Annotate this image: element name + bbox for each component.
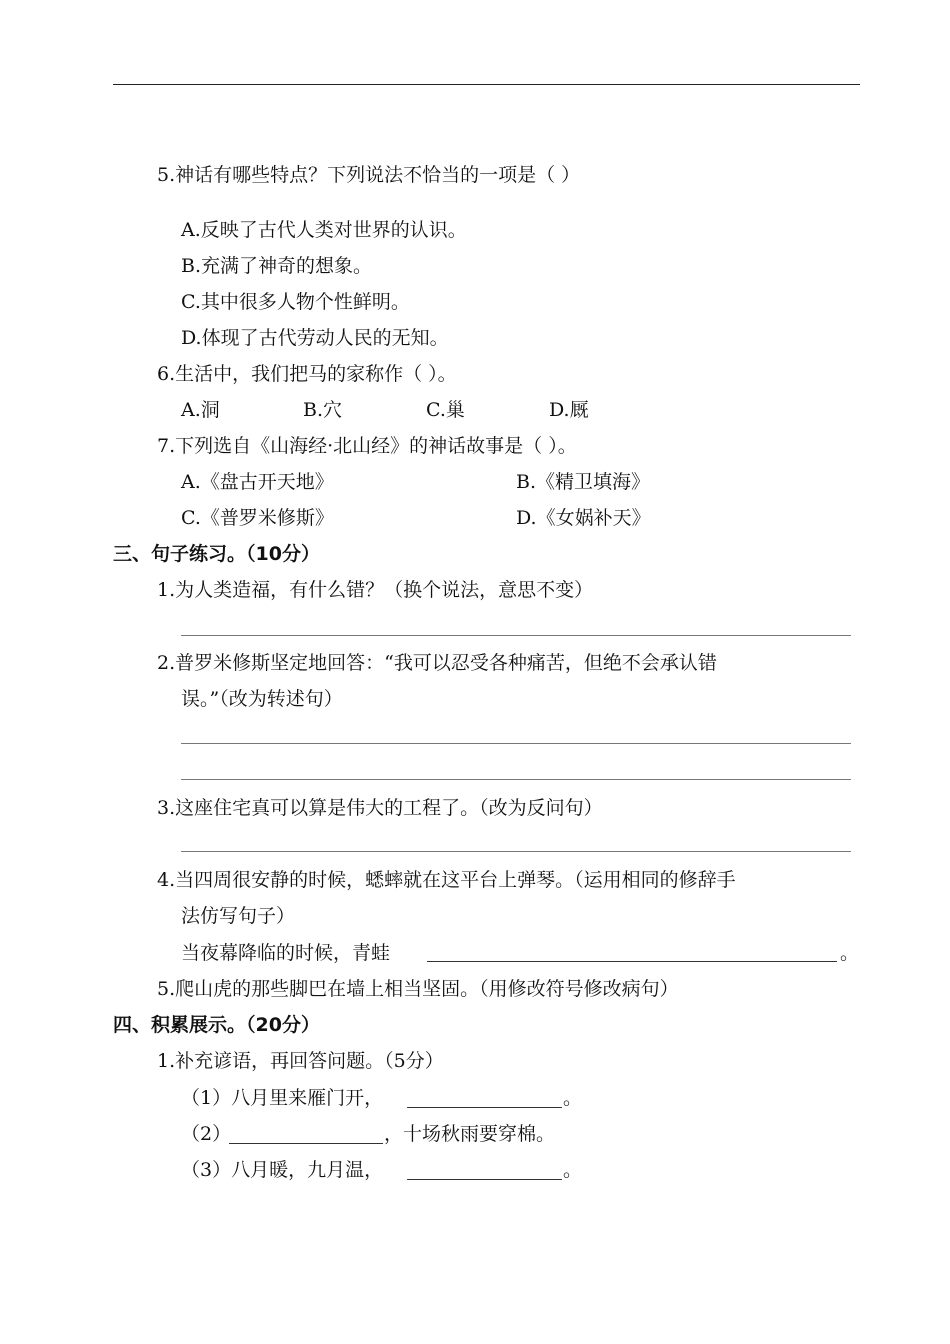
s3-item4-fill-suffix: 。 <box>840 942 860 964</box>
proverb-1-prefix: （1）八月里来雁门开， <box>181 1087 384 1109</box>
q7-option-a: A.《盘古开天地》 <box>181 471 334 493</box>
s3-item2: 2.普罗米修斯坚定地回答：“我可以忍受各种痛苦，但绝不会承认错 <box>157 652 717 674</box>
proverb-1-blank[interactable] <box>407 1107 562 1108</box>
q6-stem: 6.生活中，我们把马的家称作（ ）。 <box>157 363 457 385</box>
s3-item4-fill-prefix: 当夜幕降临的时候，青蛙 <box>181 942 391 964</box>
q6-option-b: B.穴 <box>303 399 343 421</box>
s3-item4-cont: 法仿写句子） <box>181 905 296 927</box>
q5-option-a: A.反映了古代人类对世界的认识。 <box>181 219 467 241</box>
q7-option-b: B.《精卫填海》 <box>516 471 651 493</box>
header-rule <box>113 84 860 85</box>
proverb-1-suffix: 。 <box>563 1087 583 1109</box>
proverb-3-prefix: （3）八月暖，九月温， <box>181 1159 384 1181</box>
q5-option-b: B.充满了神奇的想象。 <box>181 255 373 277</box>
q7-option-d: D.《女娲补天》 <box>516 507 651 529</box>
s3-item2-answer-line-1[interactable] <box>181 743 851 744</box>
q5-stem: 5.神话有哪些特点？下列说法不恰当的一项是（ ） <box>157 164 581 186</box>
s3-item4-fill-blank[interactable] <box>427 961 837 962</box>
proverb-3-blank[interactable] <box>407 1179 562 1180</box>
proverb-2-blank[interactable] <box>229 1143 383 1144</box>
proverb-2-suffix: ，十场秋雨要穿棉。 <box>384 1123 556 1145</box>
q6-option-c: C.巢 <box>426 399 465 421</box>
q6-option-d: D.厩 <box>549 399 589 421</box>
s4-q1: 1.补充谚语，再回答问题。（5分） <box>157 1050 444 1072</box>
s3-item2-cont: 误。”（改为转述句） <box>181 688 343 710</box>
proverb-2-prefix: （2） <box>181 1123 232 1145</box>
s3-item1-answer-line[interactable] <box>181 635 851 636</box>
q5-option-c: C.其中很多人物个性鲜明。 <box>181 291 410 313</box>
s3-item2-answer-line-2[interactable] <box>181 779 851 780</box>
section3-title: 三、句子练习。（10分） <box>113 543 320 565</box>
q6-option-a: A.洞 <box>181 399 220 421</box>
s3-item4: 4.当四周很安静的时候，蟋蟀就在这平台上弹琴。（运用相同的修辞手 <box>157 869 736 891</box>
q5-option-d: D.体现了古代劳动人民的无知。 <box>181 327 449 349</box>
s3-item5: 5.爬山虎的那些脚巴在墙上相当坚固。（用修改符号修改病句） <box>157 978 679 1000</box>
q7-option-c: C.《普罗米修斯》 <box>181 507 334 529</box>
s3-item1: 1.为人类造福，有什么错？（换个说法，意思不变） <box>157 579 594 601</box>
q7-stem: 7.下列选自《山海经·北山经》的神话故事是（ ）。 <box>157 435 577 457</box>
s3-item3-answer-line[interactable] <box>181 851 851 852</box>
section4-title: 四、积累展示。（20分） <box>113 1014 320 1036</box>
s3-item3: 3.这座住宅真可以算是伟大的工程了。（改为反问句） <box>157 797 603 819</box>
proverb-3-suffix: 。 <box>563 1159 583 1181</box>
